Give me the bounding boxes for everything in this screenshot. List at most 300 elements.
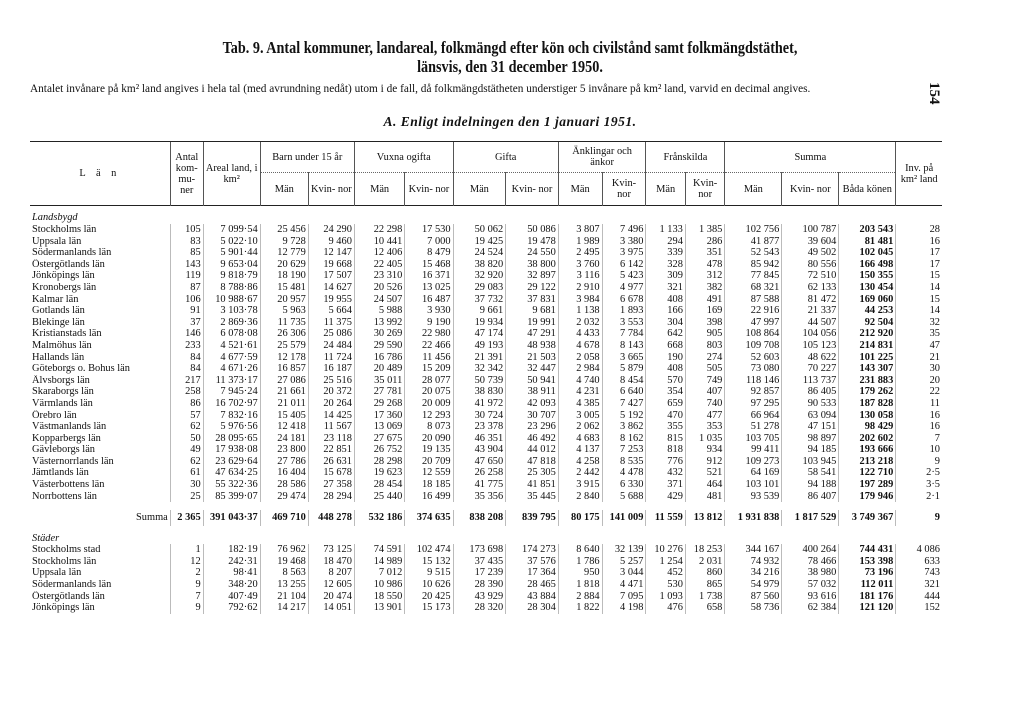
row-label: Summa bbox=[136, 512, 168, 524]
table-cell: 94 185 bbox=[782, 444, 839, 456]
table-cell: 7 bbox=[896, 433, 942, 445]
table-cell: 18 190 bbox=[260, 270, 308, 282]
table-cell: 803 bbox=[685, 340, 724, 352]
table-cell: 150 355 bbox=[839, 270, 896, 282]
table-cell: 102 045 bbox=[839, 247, 896, 259]
table-cell: 47 151 bbox=[782, 421, 839, 433]
table-cell: 47 997 bbox=[725, 317, 782, 329]
table-cell: 4 521·61 bbox=[203, 340, 260, 352]
table-cell: 143 bbox=[170, 259, 203, 271]
table-cell: 32 447 bbox=[506, 363, 559, 375]
table-cell: 24 524 bbox=[453, 247, 506, 259]
table-cell: 152 bbox=[896, 602, 942, 614]
table-cell: 28 077 bbox=[405, 375, 453, 387]
row-label: Malmöhus län bbox=[32, 339, 92, 351]
table-cell: 432 bbox=[646, 467, 685, 479]
table-cell: 3 807 bbox=[558, 224, 602, 236]
table-cell: 12 605 bbox=[308, 579, 354, 591]
table-row bbox=[30, 305, 942, 317]
table-cell: 113 737 bbox=[782, 375, 839, 387]
table-cell: 7 bbox=[170, 591, 203, 603]
table-cell: 18 550 bbox=[354, 591, 404, 603]
row-label: Stockholms län bbox=[32, 224, 97, 235]
col-gifta: Gifta bbox=[453, 142, 558, 173]
table-cell: 407·49 bbox=[203, 591, 260, 603]
table-row bbox=[30, 247, 942, 259]
table-cell: 16 404 bbox=[260, 467, 308, 479]
row-label: Östergötlands län bbox=[32, 590, 105, 602]
table-cell: 4 258 bbox=[558, 456, 602, 468]
table-cell: 2 884 bbox=[558, 591, 602, 603]
table-cell: 5 901·44 bbox=[203, 247, 260, 259]
row-label: Göteborgs o. Bohus län bbox=[32, 363, 130, 375]
table-cell: 21 011 bbox=[260, 398, 308, 410]
table-cell: 174 273 bbox=[506, 544, 559, 556]
table-cell: 48 622 bbox=[782, 352, 839, 364]
table-cell: 258 bbox=[170, 386, 203, 398]
table-cell: 11 559 bbox=[646, 510, 685, 526]
table-cell: 950 bbox=[558, 567, 602, 579]
table-title bbox=[157, 38, 862, 76]
table-cell: 30 269 bbox=[354, 328, 404, 340]
table-cell: 743 bbox=[896, 567, 942, 579]
table-cell: 7 099·54 bbox=[203, 224, 260, 236]
table-row bbox=[30, 224, 942, 236]
table-cell: 9 661 bbox=[453, 305, 506, 317]
table-cell: 744 431 bbox=[839, 544, 896, 556]
table-cell: 32 139 bbox=[602, 544, 646, 556]
table-cell: 658 bbox=[685, 602, 724, 614]
table-cell: 17 239 bbox=[453, 567, 506, 579]
table-cell: 16 702·97 bbox=[203, 398, 260, 410]
col-fransk-man: Män bbox=[646, 173, 685, 206]
table-cell: 37 435 bbox=[453, 556, 506, 568]
table-cell: 101 225 bbox=[839, 352, 896, 364]
table-cell: 1 931 838 bbox=[725, 510, 782, 526]
section-label-landsbygd: Landsbygd bbox=[30, 206, 942, 225]
row-label: Västmanlands län bbox=[32, 421, 107, 433]
table-row bbox=[30, 363, 942, 375]
table-cell: 321 bbox=[896, 579, 942, 591]
table-cell: 16 499 bbox=[405, 491, 453, 503]
table-cell: 37 831 bbox=[506, 294, 559, 306]
table-cell: 62 bbox=[170, 456, 203, 468]
table-cell: 13 992 bbox=[354, 317, 404, 329]
table-cell: 233 bbox=[170, 340, 203, 352]
table-cell: 94 188 bbox=[782, 479, 839, 491]
col-lan: L ä n bbox=[30, 142, 170, 206]
table-cell: 146 bbox=[170, 328, 203, 340]
row-label: Stockholms stad bbox=[32, 544, 101, 556]
table-cell: 213 218 bbox=[839, 456, 896, 468]
table-cell: 382 bbox=[685, 282, 724, 294]
table-cell: 43 884 bbox=[506, 591, 559, 603]
table-cell: 8 073 bbox=[405, 421, 453, 433]
table-cell: 1 093 bbox=[646, 591, 685, 603]
table-cell: 74 932 bbox=[725, 556, 782, 568]
table-cell: 26 306 bbox=[260, 328, 308, 340]
table-cell: 16 786 bbox=[354, 352, 404, 364]
table-cell: 25 bbox=[170, 491, 203, 503]
table-cell: 35 011 bbox=[354, 375, 404, 387]
table-cell: 2 495 bbox=[558, 247, 602, 259]
table-cell: 73 080 bbox=[725, 363, 782, 375]
row-label: Hallands län bbox=[32, 351, 85, 363]
table-cell: 12 418 bbox=[260, 421, 308, 433]
table-cell: 32 342 bbox=[453, 363, 506, 375]
table-cell: 6 678 bbox=[602, 294, 646, 306]
table-cell: 408 bbox=[646, 363, 685, 375]
table-cell: 22 851 bbox=[308, 444, 354, 456]
row-label: Kronobergs län bbox=[32, 281, 97, 293]
population-table bbox=[30, 141, 942, 614]
table-cell: 2 032 bbox=[558, 317, 602, 329]
table-cell: 91 bbox=[170, 305, 203, 317]
table-cell: 4 385 bbox=[558, 398, 602, 410]
table-row bbox=[30, 456, 942, 468]
row-label: Blekinge län bbox=[32, 316, 85, 328]
table-cell: 22 980 bbox=[405, 328, 453, 340]
table-cell: 328 bbox=[646, 259, 685, 271]
table-cell: 17 364 bbox=[506, 567, 559, 579]
table-cell: 166 498 bbox=[839, 259, 896, 271]
table-cell: 11 724 bbox=[308, 352, 354, 364]
table-cell: 25 086 bbox=[308, 328, 354, 340]
table-cell: 22 916 bbox=[725, 305, 782, 317]
table-cell: 9 653·04 bbox=[203, 259, 260, 271]
table-cell: 29 083 bbox=[453, 282, 506, 294]
table-cell: 5 192 bbox=[602, 410, 646, 422]
table-cell: 58 541 bbox=[782, 467, 839, 479]
table-cell: 532 186 bbox=[354, 510, 404, 526]
table-cell: 9 818·79 bbox=[203, 270, 260, 282]
table-cell: 19 135 bbox=[405, 444, 453, 456]
table-cell: 38 830 bbox=[453, 386, 506, 398]
table-body bbox=[30, 206, 942, 614]
table-cell: 294 bbox=[646, 236, 685, 248]
table-cell: 108 864 bbox=[725, 328, 782, 340]
table-cell: 8 479 bbox=[405, 247, 453, 259]
table-cell: 14 627 bbox=[308, 282, 354, 294]
table-cell: 193 666 bbox=[839, 444, 896, 456]
table-cell: 23 378 bbox=[453, 421, 506, 433]
table-cell: 203 543 bbox=[839, 224, 896, 236]
table-cell: 19 425 bbox=[453, 236, 506, 248]
table-cell: 19 468 bbox=[260, 556, 308, 568]
table-cell: 112 011 bbox=[839, 579, 896, 591]
table-cell: 15 bbox=[896, 270, 942, 282]
table-cell: 27 781 bbox=[354, 386, 404, 398]
table-row bbox=[30, 236, 942, 248]
table-cell: 1 989 bbox=[558, 236, 602, 248]
table-cell: 92 504 bbox=[839, 317, 896, 329]
table-cell: 1 786 bbox=[558, 556, 602, 568]
table-cell: 1 818 bbox=[558, 579, 602, 591]
table-cell: 5 976·56 bbox=[203, 421, 260, 433]
table-cell: 23 310 bbox=[354, 270, 404, 282]
table-cell: 41 972 bbox=[453, 398, 506, 410]
table-cell: 2 984 bbox=[558, 363, 602, 375]
page-number: 154 bbox=[926, 82, 942, 105]
table-cell: 42 093 bbox=[506, 398, 559, 410]
table-cell: 448 278 bbox=[308, 510, 354, 526]
row-label: Värmlands län bbox=[32, 397, 93, 409]
table-cell: 166 bbox=[646, 305, 685, 317]
table-cell: 7 012 bbox=[354, 567, 404, 579]
table-cell: 16 187 bbox=[308, 363, 354, 375]
table-cell: 23 296 bbox=[506, 421, 559, 433]
col-ankl: Änklingar och änkor bbox=[558, 142, 646, 173]
table-cell: 7 832·16 bbox=[203, 410, 260, 422]
table-cell: 3 975 bbox=[602, 247, 646, 259]
table-cell: 491 bbox=[685, 294, 724, 306]
row-label: Jämtlands län bbox=[32, 467, 89, 479]
col-summa: Summa bbox=[725, 142, 896, 173]
table-cell: 8 162 bbox=[602, 433, 646, 445]
table-cell: 25 516 bbox=[308, 375, 354, 387]
table-cell: 21 391 bbox=[453, 352, 506, 364]
table-cell: 818 bbox=[646, 444, 685, 456]
table-cell: 106 bbox=[170, 294, 203, 306]
table-cell: 70 227 bbox=[782, 363, 839, 375]
table-cell: 5 257 bbox=[602, 556, 646, 568]
table-cell: 37 bbox=[170, 317, 203, 329]
table-cell: 57 bbox=[170, 410, 203, 422]
table-cell: 309 bbox=[646, 270, 685, 282]
table-cell: 13 255 bbox=[260, 579, 308, 591]
table-cell: 98 429 bbox=[839, 421, 896, 433]
table-cell: 28 095·65 bbox=[203, 433, 260, 445]
table-cell: 102 474 bbox=[405, 544, 453, 556]
table-cell: 73 125 bbox=[308, 544, 354, 556]
table-row bbox=[30, 294, 942, 306]
table-cell: 23 629·64 bbox=[203, 456, 260, 468]
table-cell: 190 bbox=[646, 352, 685, 364]
col-summa-kvinnor: Kvin- nor bbox=[782, 173, 839, 206]
table-cell: 3 665 bbox=[602, 352, 646, 364]
table-cell: 4 198 bbox=[602, 602, 646, 614]
table-cell: 10 bbox=[896, 444, 942, 456]
table-cell: 49 502 bbox=[782, 247, 839, 259]
table-cell: 100 787 bbox=[782, 224, 839, 236]
table-cell: 48 938 bbox=[506, 340, 559, 352]
table-cell: 181 176 bbox=[839, 591, 896, 603]
table-cell: 15 173 bbox=[405, 602, 453, 614]
table-cell: 212 920 bbox=[839, 328, 896, 340]
table-cell: 7 253 bbox=[602, 444, 646, 456]
table-cell: 98·41 bbox=[203, 567, 260, 579]
table-cell: 86 407 bbox=[782, 491, 839, 503]
col-vuxna-man: Män bbox=[354, 173, 404, 206]
table-cell: 4 478 bbox=[602, 467, 646, 479]
table-cell: 11 735 bbox=[260, 317, 308, 329]
table-cell: 52 543 bbox=[725, 247, 782, 259]
section-label-stader: Städer bbox=[32, 532, 60, 544]
table-cell: 398 bbox=[685, 317, 724, 329]
table-cell: 3 862 bbox=[602, 421, 646, 433]
table-cell: 18 253 bbox=[685, 544, 724, 556]
table-cell: 14 989 bbox=[354, 556, 404, 568]
table-cell: 3 005 bbox=[558, 410, 602, 422]
table-row bbox=[30, 340, 942, 352]
table-cell: 143 307 bbox=[839, 363, 896, 375]
table-cell: 792·62 bbox=[203, 602, 260, 614]
table-cell: 50 062 bbox=[453, 224, 506, 236]
table-cell: 429 bbox=[646, 491, 685, 503]
table-cell: 9 190 bbox=[405, 317, 453, 329]
table-cell: 15 132 bbox=[405, 556, 453, 568]
table-cell: 776 bbox=[646, 456, 685, 468]
col-barn: Barn under 15 år bbox=[260, 142, 354, 173]
col-ankl-man: Män bbox=[558, 173, 602, 206]
table-cell: 15 209 bbox=[405, 363, 453, 375]
table-cell: 12 559 bbox=[405, 467, 453, 479]
table-row bbox=[30, 421, 942, 433]
table-title-line1: Tab. 9. Antal kommuner, landareal, folkmängd efter kön och civilstånd samt folkmängdstäthet, bbox=[222, 38, 798, 57]
table-cell: 25 579 bbox=[260, 340, 308, 352]
table-cell: 274 bbox=[685, 352, 724, 364]
table-cell: 7 000 bbox=[405, 236, 453, 248]
table-cell: 355 bbox=[646, 421, 685, 433]
table-cell: 444 bbox=[896, 591, 942, 603]
table-cell: 17 360 bbox=[354, 410, 404, 422]
table-cell: 17 bbox=[896, 247, 942, 259]
table-cell: 87 560 bbox=[725, 591, 782, 603]
table-cell: 28 454 bbox=[354, 479, 404, 491]
table-cell: 37 732 bbox=[453, 294, 506, 306]
table-cell: 633 bbox=[896, 556, 942, 568]
table-cell: 4 137 bbox=[558, 444, 602, 456]
table-cell: 74 591 bbox=[354, 544, 404, 556]
col-antal: Antal kom- mu- ner bbox=[170, 142, 203, 206]
row-label: Kristianstads län bbox=[32, 328, 102, 340]
table-row bbox=[30, 556, 942, 568]
table-cell: 214 831 bbox=[839, 340, 896, 352]
table-cell: 9 bbox=[896, 456, 942, 468]
table-cell: 12 147 bbox=[308, 247, 354, 259]
table-cell: 41 775 bbox=[453, 479, 506, 491]
table-cell: 740 bbox=[685, 398, 724, 410]
table-cell: 1 035 bbox=[685, 433, 724, 445]
table-cell: 2 bbox=[170, 567, 203, 579]
row-label: Västernorrlands län bbox=[32, 455, 114, 467]
table-cell: 6 142 bbox=[602, 259, 646, 271]
table-cell: 38 911 bbox=[506, 386, 559, 398]
table-cell: 130 454 bbox=[839, 282, 896, 294]
table-cell: 353 bbox=[685, 421, 724, 433]
summa-row bbox=[30, 510, 942, 526]
table-cell: 24 507 bbox=[354, 294, 404, 306]
table-cell: 30 bbox=[896, 363, 942, 375]
table-cell: 476 bbox=[646, 602, 685, 614]
table-cell: 9 515 bbox=[405, 567, 453, 579]
table-cell: 905 bbox=[685, 328, 724, 340]
table-cell: 8 143 bbox=[602, 340, 646, 352]
table-cell: 47 174 bbox=[453, 328, 506, 340]
table-cell: 62 bbox=[170, 421, 203, 433]
table-cell: 348·20 bbox=[203, 579, 260, 591]
table-cell: 10 626 bbox=[405, 579, 453, 591]
table-cell: 1 138 bbox=[558, 305, 602, 317]
table-note: Antalet invånare på km² land angives i hela tal (med avrundning nedåt) utom i de fall, då folkmängdstätheten understiger 5 invånare på km² land, varvid en decimal angives. bbox=[30, 83, 811, 95]
table-cell: 13 901 bbox=[354, 602, 404, 614]
table-cell: 17 bbox=[896, 259, 942, 271]
table-cell: 4 231 bbox=[558, 386, 602, 398]
table-cell: 2 365 bbox=[170, 510, 203, 526]
table-cell: 141 009 bbox=[602, 510, 646, 526]
table-row bbox=[30, 375, 942, 387]
col-areal: Areal land, i km² bbox=[203, 142, 260, 206]
table-cell: 3 749 367 bbox=[839, 510, 896, 526]
table-cell: 25 305 bbox=[506, 467, 559, 479]
table-cell: 93 539 bbox=[725, 491, 782, 503]
table-cell: 21 bbox=[896, 352, 942, 364]
table-cell: 934 bbox=[685, 444, 724, 456]
table-cell: 43 904 bbox=[453, 444, 506, 456]
table-cell: 86 bbox=[170, 398, 203, 410]
table-cell: 103 705 bbox=[725, 433, 782, 445]
table-row bbox=[30, 352, 942, 364]
table-cell: 118 146 bbox=[725, 375, 782, 387]
table-cell: 21 337 bbox=[782, 305, 839, 317]
table-cell: 12 406 bbox=[354, 247, 404, 259]
table-cell: 839 795 bbox=[506, 510, 559, 526]
table-cell: 4 433 bbox=[558, 328, 602, 340]
table-cell: 173 698 bbox=[453, 544, 506, 556]
table-cell: 570 bbox=[646, 375, 685, 387]
table-cell: 103 945 bbox=[782, 456, 839, 468]
table-cell: 20 090 bbox=[405, 433, 453, 445]
table-cell: 865 bbox=[685, 579, 724, 591]
table-cell: 64 169 bbox=[725, 467, 782, 479]
table-cell: 34 216 bbox=[725, 567, 782, 579]
table-cell: 13 069 bbox=[354, 421, 404, 433]
table-cell: 50 bbox=[170, 433, 203, 445]
table-cell: 47 bbox=[896, 340, 942, 352]
table-cell: 85 bbox=[170, 247, 203, 259]
row-label: Kalmar län bbox=[32, 293, 79, 305]
table-cell: 109 273 bbox=[725, 456, 782, 468]
table-cell: 2 031 bbox=[685, 556, 724, 568]
table-cell: 11 375 bbox=[308, 317, 354, 329]
table-row bbox=[30, 467, 942, 479]
table-cell: 20 474 bbox=[308, 591, 354, 603]
table-row bbox=[30, 328, 942, 340]
table-cell: 4 671·26 bbox=[203, 363, 260, 375]
table-cell: 153 398 bbox=[839, 556, 896, 568]
table-cell: 2 062 bbox=[558, 421, 602, 433]
table-cell: 62 384 bbox=[782, 602, 839, 614]
table-cell: 10 986 bbox=[354, 579, 404, 591]
table-cell: 37 576 bbox=[506, 556, 559, 568]
table-cell: 73 196 bbox=[839, 567, 896, 579]
row-label: Uppsala län bbox=[32, 567, 82, 579]
table-cell: 130 058 bbox=[839, 410, 896, 422]
table-cell: 24 550 bbox=[506, 247, 559, 259]
table-cell: 27 786 bbox=[260, 456, 308, 468]
table-cell: 187 828 bbox=[839, 398, 896, 410]
table-cell: 481 bbox=[685, 491, 724, 503]
table-cell: 5 664 bbox=[308, 305, 354, 317]
table-cell: 109 708 bbox=[725, 340, 782, 352]
table-cell: 28 304 bbox=[506, 602, 559, 614]
table-cell: 17 938·08 bbox=[203, 444, 260, 456]
table-cell: 1 133 bbox=[646, 224, 685, 236]
table-cell: 20 709 bbox=[405, 456, 453, 468]
table-cell: 15 bbox=[896, 294, 942, 306]
table-cell: 32 897 bbox=[506, 270, 559, 282]
table-cell: 55 322·36 bbox=[203, 479, 260, 491]
